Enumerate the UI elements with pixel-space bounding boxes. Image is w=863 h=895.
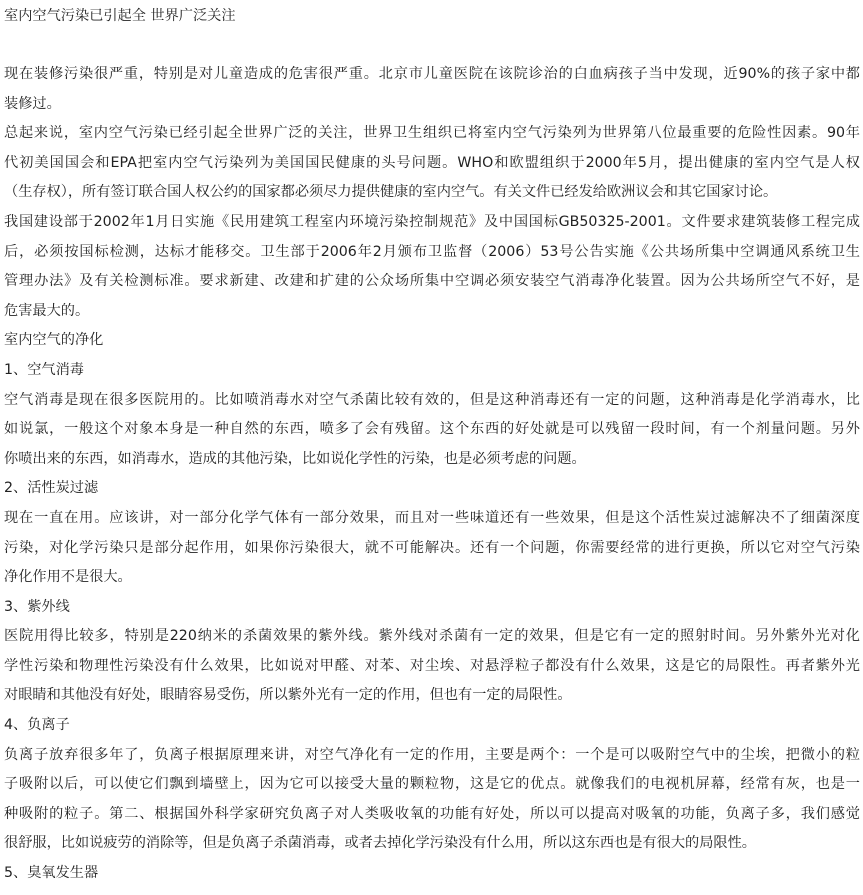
text-line: 管理办法》及有关检测标准。要求新建、改建和扩建的公众场所集中空调必须安装空气消毒净化装置。因为公共场所空气不好，是	[4, 273, 860, 290]
text-line: 负离子放弃很多年了，负离子根据原理来讲，对空气净化有一定的作用，主要是两个：一个是可以吸附空气中的尘埃，把微小的粒	[4, 746, 860, 763]
article	[4, 0, 860, 889]
text-line: 4、负离子	[4, 717, 70, 734]
paragraph	[4, 859, 860, 889]
paragraph	[4, 504, 860, 593]
text-line: 室内空气的净化	[4, 332, 104, 349]
text-line: （生存权），所有签订联合国人权公约的国家都必须尽力提供健康的室内空气。有关文件已经发给欧洲议会和其它国家讨论。	[4, 184, 778, 201]
paragraph	[4, 622, 860, 711]
text-line: 我国建设部于2002年1月日实施《民用建筑工程室内环境污染控制规范》及中国国标GB50325-2001。文件要求建筑装修工程完成	[4, 213, 860, 230]
text-line: 你喷出来的东西，如消毒水，造成的其他污染，比如说化学性的污染，也是必须考虑的问题。	[4, 450, 586, 467]
text-line: 3、紫外线	[4, 598, 70, 615]
article-title: 室内空气污染已引起全 世界广泛关注	[4, 8, 236, 24]
text-line: 种吸附的粒子。第二、根据国外科学家研究负离子对人类吸收氧的功能有好处，所以可以提高对吸氧的功能，负离子多，我们感觉	[4, 805, 860, 822]
article-body	[4, 60, 860, 889]
text-line: 空气消毒是现在很多医院用的。比如喷消毒水对空气杀菌比较有效的，但是这种消毒还有一定的问题，这种消毒是化学消毒水，比	[4, 391, 860, 408]
text-line: 2、活性炭过滤	[4, 480, 99, 497]
text-line: 1、空气消毒	[4, 361, 84, 378]
text-line: 现在装修污染很严重，特别是对儿童造成的危害很严重。北京市儿童医院在该院诊治的白血病孩子当中发现，近90%的孩子家中都	[4, 66, 860, 82]
text-line: 如说氯，一般这个对象本身是一种自然的东西，喷多了会有残留。这个东西的好处就是可以残留一段时间，有一个剂量问题。另外	[4, 421, 860, 438]
paragraph	[4, 593, 860, 623]
text-line: 很舒服，比如说疲劳的消除等，但是负离子杀菌消毒，或者去掉化学污染没有什么用，所以这东西也是有很大的局限性。	[4, 835, 756, 852]
text-line: 代初美国国会和EPA把室内空气污染列为美国国民健康的头号问题。WHO和欧盟组织于2000年5月，提出健康的室内空气是人权	[4, 154, 860, 171]
text-line: 5、臭氧发生器	[4, 865, 99, 882]
text-line: 后，必须按国标检测，达标才能移交。卫生部于2006年2月颁布卫监督（2006）53号公告实施《公共场所集中空调通风系统卫生	[4, 243, 860, 260]
paragraph	[4, 386, 860, 475]
title-spacer	[4, 30, 860, 60]
paragraph	[4, 474, 860, 504]
text-line: 医院用得比较多，特别是220纳米的杀菌效果的紫外线。紫外线对杀菌有一定的效果，但是它有一定的照射时间。另外紫外光对化	[4, 628, 860, 645]
paragraph	[4, 326, 860, 356]
text-line: 子吸附以后，可以使它们飘到墙壁上，因为它可以接受大量的颗粒物，这是它的优点。就像我们的电视机屏幕，经常有灰，也是一	[4, 776, 860, 793]
text-line: 对眼睛和其他没有好处，眼睛容易受伤，所以紫外光有一定的作用，但也有一定的局限性。	[4, 687, 572, 704]
text-line: 学性污染和物理性污染没有什么效果，比如说对甲醛、对苯、对尘埃、对悬浮粒子都没有什么效果，这是它的局限性。再者紫外光	[4, 657, 860, 674]
paragraph	[4, 208, 860, 326]
paragraph	[4, 356, 860, 386]
paragraph	[4, 711, 860, 741]
text-line: 现在一直在用。应该讲，对一部分化学气体有一部分效果，而且对一些味道还有一些效果，但是这个活性炭过滤解决不了细菌深度	[4, 509, 860, 526]
text-line: 污染，对化学污染只是部分起作用，如果你污染很大，就不可能解决。还有一个问题，你需要经常的进行更换，所以它对空气污染	[4, 539, 860, 556]
paragraph	[4, 60, 860, 119]
paragraph	[4, 741, 860, 859]
text-line: 净化作用不是很大。	[4, 569, 132, 586]
text-line: 装修过。	[4, 95, 61, 112]
paragraph	[4, 119, 860, 208]
text-line: 危害最大的。	[4, 302, 90, 319]
text-line: 总起来说，室内空气污染已经引起全世界广泛的关注，世界卫生组织已将室内空气污染列为世界第八位最重要的危险性因素。90年	[4, 125, 860, 142]
